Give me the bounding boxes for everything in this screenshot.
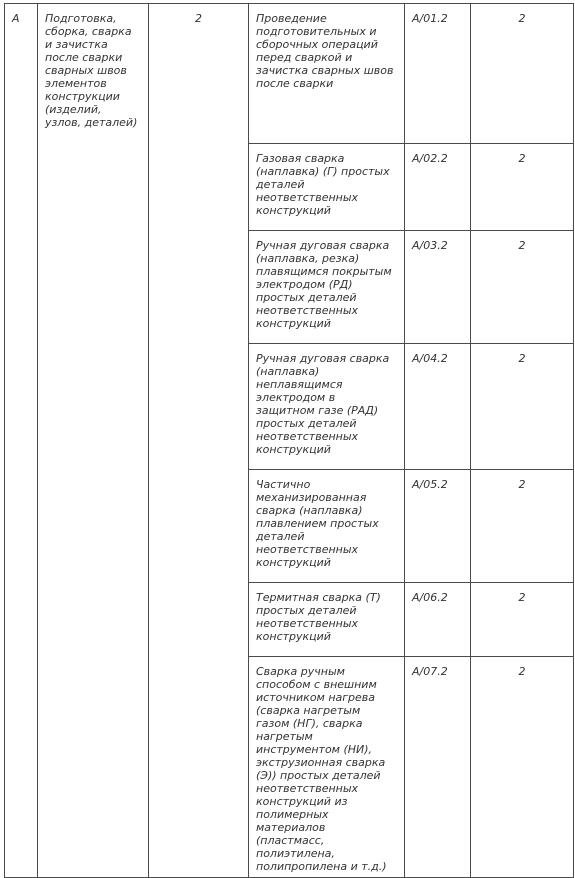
group-name-cell: Подготовка, сборка, сварка и зачистка после сварки сварных швов элементов конструкции (изделий, узлов, деталей) [38,4,149,878]
function-level-cell: 2 [471,583,574,657]
function-title-cell: Проведение подготовительных и сборочных операций перед сваркой и зачистка сварных швов после сварки [249,4,405,144]
function-code-cell: А/06.2 [405,583,471,657]
function-title-cell: Частично механизированная сварка (наплавка) плавлением простых деталей неответственных конструкций [249,470,405,583]
table-row [5,4,574,144]
function-code-cell: А/05.2 [405,470,471,583]
function-level-cell: 2 [471,470,574,583]
function-code-cell: А/07.2 [405,657,471,878]
function-code-cell: А/03.2 [405,231,471,344]
function-title-cell: Ручная дуговая сварка (наплавка) неплавящимся электродом в защитном газе (РАД) простых деталей неответственных конструкций [249,344,405,470]
function-title-cell: Термитная сварка (Т) простых деталей неответственных конструкций [249,583,405,657]
function-title-cell: Ручная дуговая сварка (наплавка, резка) плавящимся покрытым электродом (РД) простых деталей неответственных конструкций [249,231,405,344]
function-level-cell: 2 [471,144,574,231]
function-title-cell: Газовая сварка (наплавка) (Г) простых деталей неответственных конструкций [249,144,405,231]
function-level-cell: 2 [471,4,574,144]
function-level-cell: 2 [471,231,574,344]
function-level-cell: 2 [471,344,574,470]
group-level-cell: 2 [149,4,249,878]
function-code-cell: А/02.2 [405,144,471,231]
function-title-cell: Сварка ручным способом с внешним источником нагрева (сварка нагретым газом (НГ), сварка нагретым инструментом (НИ), экструзионная сварка (Э)) простых деталей неответственных конструкций из полимерных материалов (пластмасс, полиэтилена, полипропилена и т.д.) [249,657,405,878]
group-code-cell: А [5,4,38,878]
function-code-cell: А/01.2 [405,4,471,144]
function-code-cell: А/04.2 [405,344,471,470]
functions-table [4,3,574,878]
function-level-cell: 2 [471,657,574,878]
